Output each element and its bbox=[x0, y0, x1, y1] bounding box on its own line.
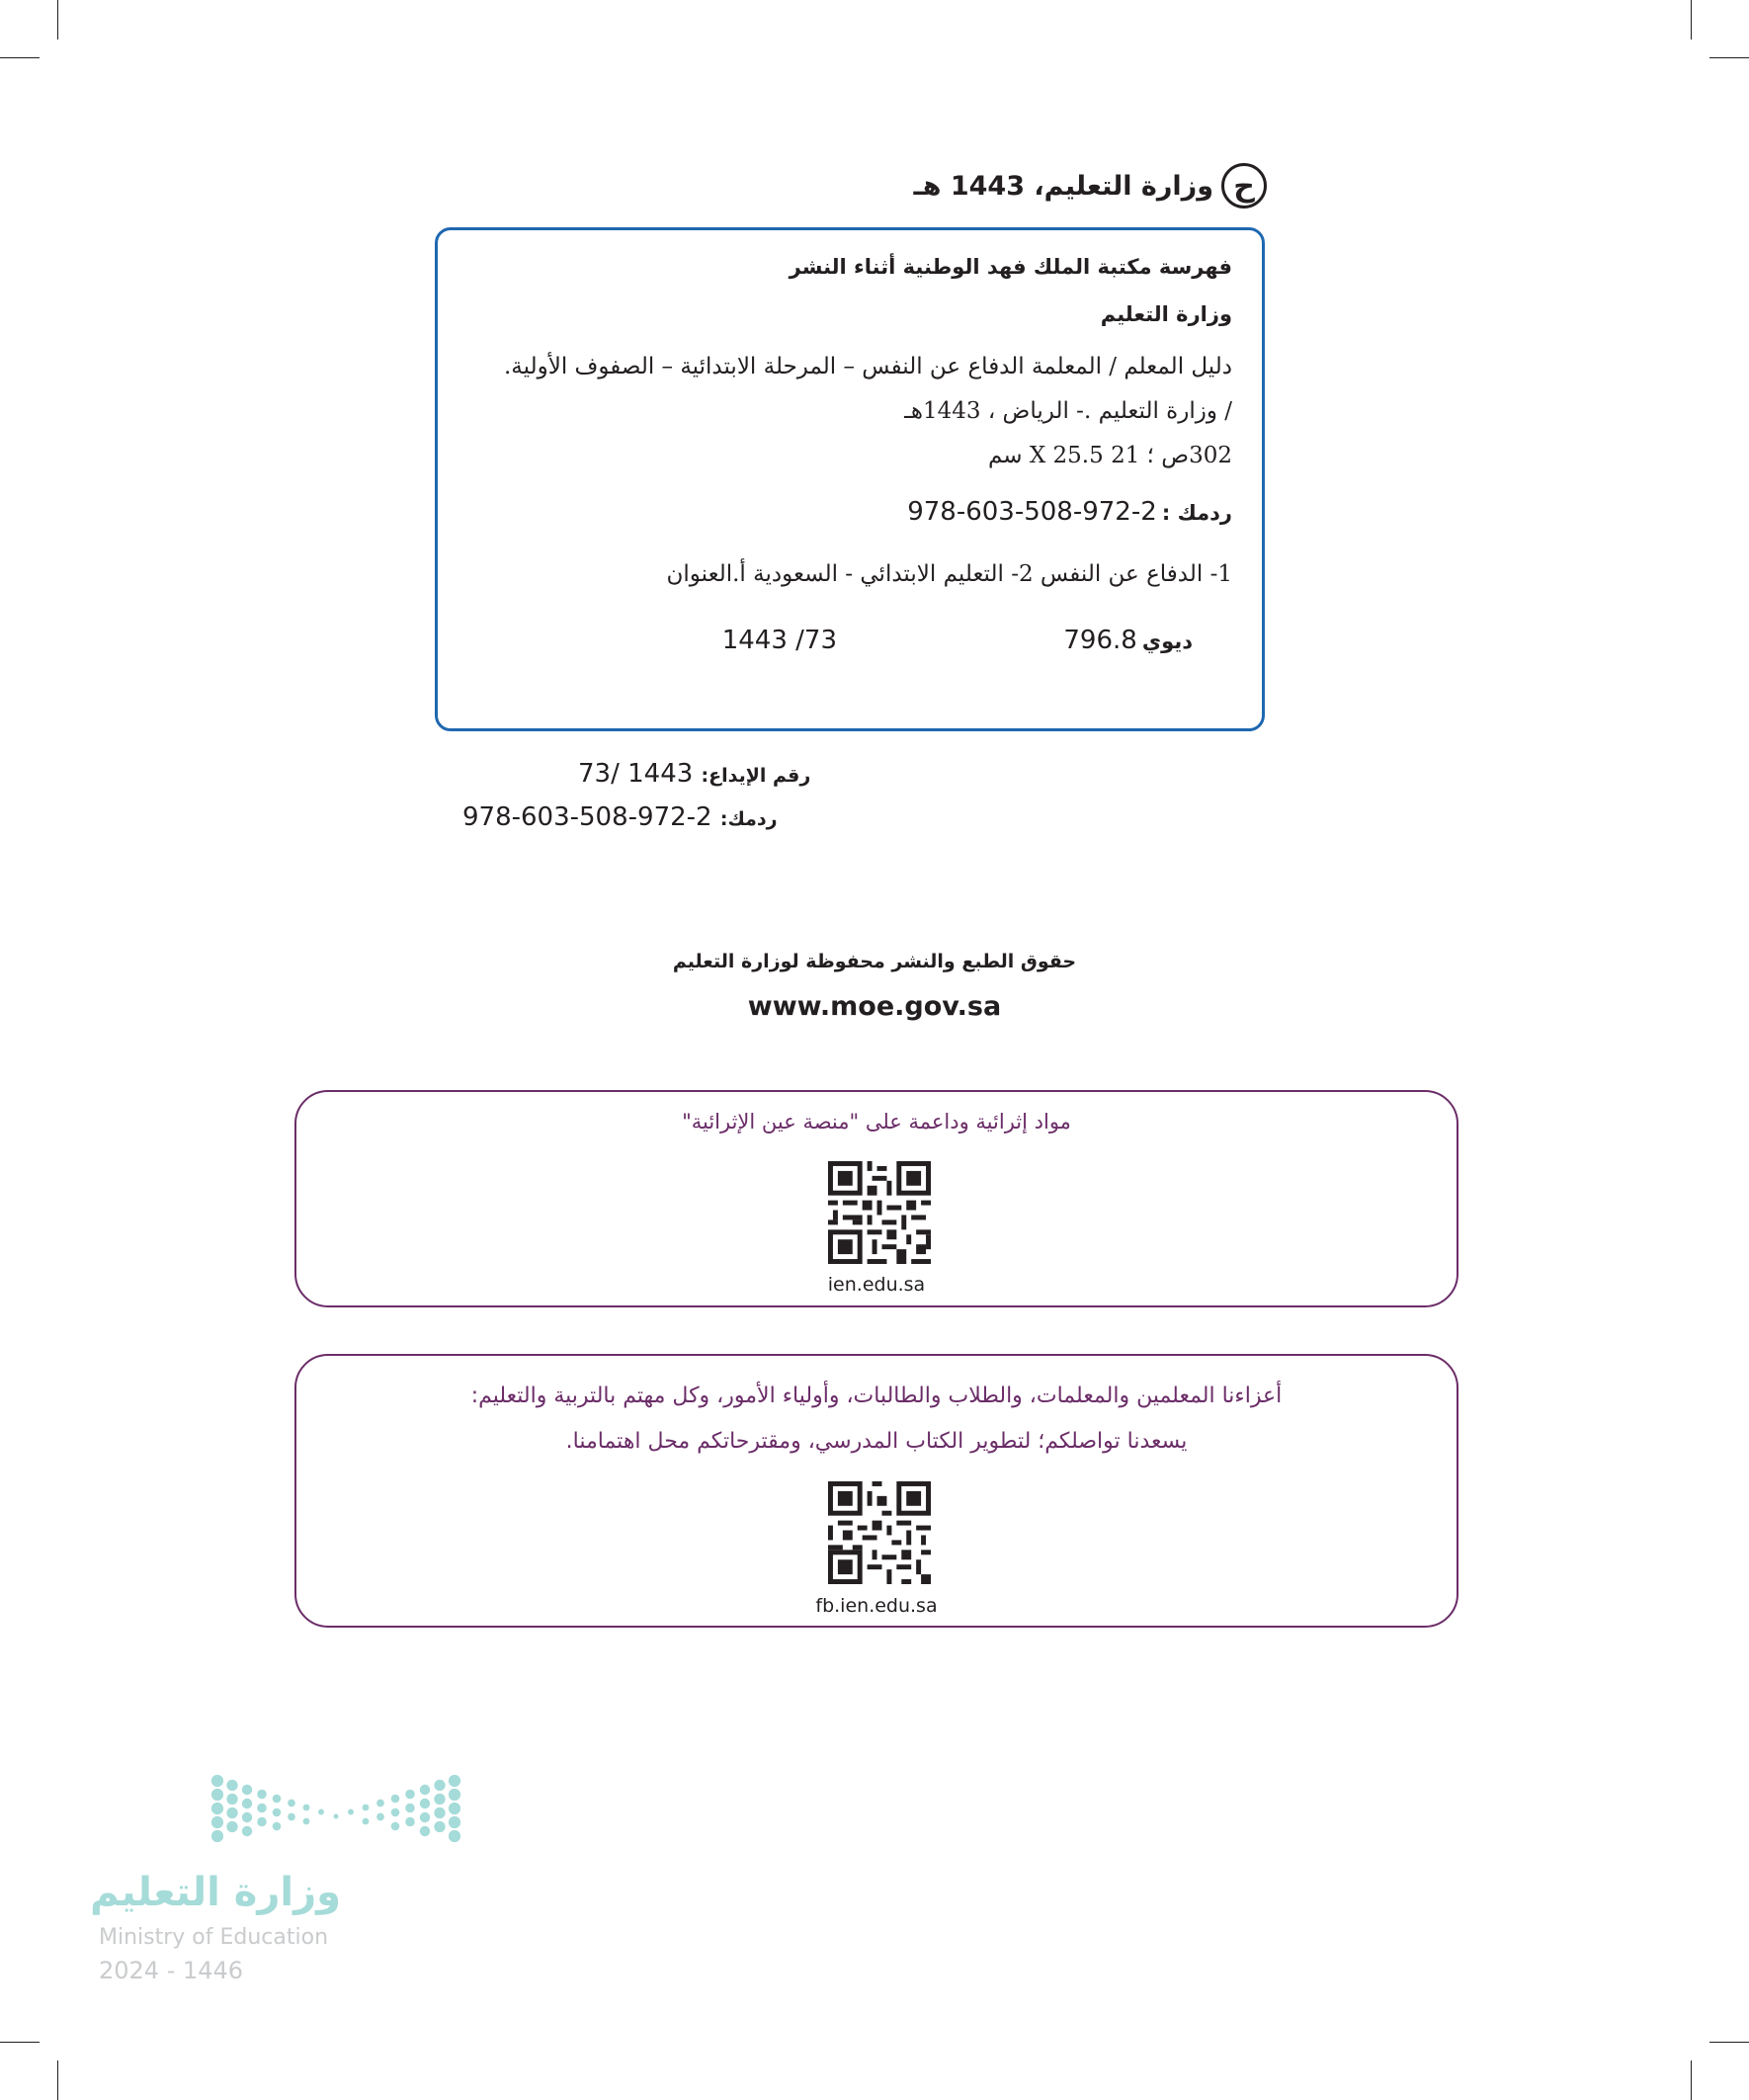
deposit-number-label: رقم الإيداع: bbox=[701, 765, 811, 787]
logo-arabic-text: وزارة التعليم bbox=[90, 1870, 341, 1915]
crop-mark bbox=[1691, 2060, 1692, 2100]
logo-dot bbox=[242, 1812, 252, 1822]
crop-mark bbox=[0, 2042, 40, 2043]
copyright-symbol: ح bbox=[1221, 163, 1267, 209]
logo-dot bbox=[391, 1795, 400, 1804]
logo-dot bbox=[211, 1830, 223, 1842]
logo-dot bbox=[226, 1807, 237, 1818]
logo-dot bbox=[211, 1816, 223, 1828]
logo-dot bbox=[434, 1807, 445, 1818]
logo-dot bbox=[273, 1795, 282, 1804]
cip-isbn-value: 978-603-508-972-2 bbox=[907, 497, 1157, 527]
rights-text: حقوق الطبع والنشر محفوظة لوزارة التعليم bbox=[672, 951, 1077, 972]
logo-dot bbox=[376, 1800, 384, 1807]
logo-dot bbox=[348, 1809, 354, 1815]
logo-dots-icon bbox=[208, 1771, 484, 1860]
logo-dot bbox=[434, 1821, 445, 1832]
logo-dot bbox=[288, 1800, 295, 1807]
logo-dot bbox=[303, 1818, 310, 1825]
cip-imprint-line: / وزارة التعليم .- الرياض ، 1443هـ bbox=[904, 398, 1232, 424]
cip-heading: فهرسة مكتبة الملك فهد الوطنية أثناء النشر bbox=[789, 255, 1232, 279]
cip-publisher: وزارة التعليم bbox=[1100, 302, 1232, 326]
cip-isbn-label: ردمك : bbox=[1161, 501, 1232, 525]
feedback-panel bbox=[294, 1354, 1458, 1628]
logo-dot bbox=[257, 1790, 267, 1800]
cip-title-line: دليل المعلم / المعلمة الدفاع عن النفس – المرحلة الابتدائية – الصفوف الأولية. bbox=[504, 354, 1232, 379]
logo-dot bbox=[449, 1789, 460, 1801]
cip-pages-line: 302ص ؛ 21 X 25.5 سم bbox=[987, 443, 1232, 468]
copyright-line bbox=[913, 158, 1267, 213]
cip-deposit-value: 1443 /73 bbox=[721, 626, 837, 655]
logo-dot bbox=[226, 1821, 237, 1832]
enrichment-text: مواد إثرائية وداعمة على "منصة عين الإثرائية" bbox=[682, 1110, 1071, 1134]
crop-mark bbox=[57, 2060, 58, 2100]
cip-dewey-value: 796.8 bbox=[1063, 626, 1137, 655]
logo-dot bbox=[420, 1812, 430, 1822]
copyright-text: وزارة التعليم، 1443 هـ bbox=[913, 170, 1213, 202]
logo-dot bbox=[242, 1826, 252, 1836]
cip-dewey-label: ديوي bbox=[1141, 630, 1193, 653]
ministry-logo bbox=[90, 1771, 469, 2008]
qr-code-icon[interactable] bbox=[828, 1481, 931, 1584]
feedback-line-1: أعزاءنا المعلمين والمعلمات، والطلاب والطالبات، وأولياء الأمور، وكل مهتم بالتربية والتعليم: bbox=[470, 1384, 1283, 1408]
logo-dot bbox=[420, 1826, 430, 1836]
logo-dot bbox=[257, 1804, 267, 1813]
crop-mark bbox=[1691, 0, 1692, 40]
logo-dot bbox=[449, 1803, 460, 1814]
logo-dot bbox=[405, 1804, 415, 1813]
logo-dot bbox=[242, 1799, 252, 1808]
deposit-isbn-label: ردمك: bbox=[719, 808, 778, 830]
enrichment-panel bbox=[294, 1090, 1458, 1307]
cip-subjects-line: 1- الدفاع عن النفس 2- التعليم الابتدائي - السعودية أ.العنوان bbox=[666, 561, 1232, 587]
logo-dot bbox=[318, 1809, 324, 1815]
logo-dot bbox=[226, 1794, 237, 1805]
deposit-isbn bbox=[462, 802, 778, 832]
cip-isbn-line bbox=[907, 497, 1232, 527]
logo-dot bbox=[405, 1817, 415, 1827]
logo-dot bbox=[303, 1805, 310, 1811]
crop-mark bbox=[1709, 57, 1749, 58]
cataloging-box bbox=[435, 227, 1265, 731]
website-link[interactable]: www.moe.gov.sa bbox=[747, 991, 1002, 1022]
cip-dewey bbox=[1063, 626, 1193, 655]
crop-mark bbox=[57, 0, 58, 40]
crop-mark bbox=[0, 57, 40, 58]
enrichment-qr-caption: ien.edu.sa bbox=[827, 1274, 926, 1296]
deposit-number-value: 73/ 1443 bbox=[578, 759, 694, 789]
logo-dot bbox=[449, 1830, 460, 1842]
logo-dot bbox=[434, 1780, 445, 1791]
logo-dot bbox=[420, 1799, 430, 1808]
logo-dot bbox=[449, 1775, 460, 1787]
logo-dot bbox=[391, 1822, 400, 1831]
logo-dot bbox=[211, 1803, 223, 1814]
logo-english-text: Ministry of Education bbox=[99, 1925, 329, 1950]
logo-dot bbox=[391, 1808, 400, 1817]
logo-dot bbox=[273, 1808, 282, 1817]
feedback-line-2: يسعدنا تواصلكم؛ لتطوير الكتاب المدرسي، ومقترحاتكم محل اهتمامنا. bbox=[565, 1429, 1188, 1454]
deposit-number bbox=[578, 759, 810, 789]
logo-dot bbox=[211, 1775, 223, 1787]
feedback-qr-caption: fb.ien.edu.sa bbox=[815, 1595, 938, 1617]
logo-dot bbox=[434, 1794, 445, 1805]
logo-dot bbox=[449, 1816, 460, 1828]
logo-dot bbox=[273, 1822, 282, 1831]
logo-dot bbox=[376, 1813, 384, 1821]
logo-dot bbox=[334, 1814, 339, 1819]
logo-dot bbox=[420, 1785, 430, 1795]
logo-dot bbox=[288, 1813, 295, 1821]
logo-year-text: 2024 - 1446 bbox=[99, 1957, 244, 1984]
logo-dot bbox=[226, 1780, 237, 1791]
logo-dot bbox=[257, 1817, 267, 1827]
logo-dot bbox=[363, 1805, 370, 1811]
logo-dot bbox=[211, 1789, 223, 1801]
qr-code-icon[interactable] bbox=[828, 1161, 931, 1264]
crop-mark bbox=[1709, 2042, 1749, 2043]
logo-dot bbox=[242, 1785, 252, 1795]
deposit-isbn-value: 978-603-508-972-2 bbox=[462, 802, 712, 832]
logo-dot bbox=[405, 1790, 415, 1800]
logo-dot bbox=[363, 1818, 370, 1825]
